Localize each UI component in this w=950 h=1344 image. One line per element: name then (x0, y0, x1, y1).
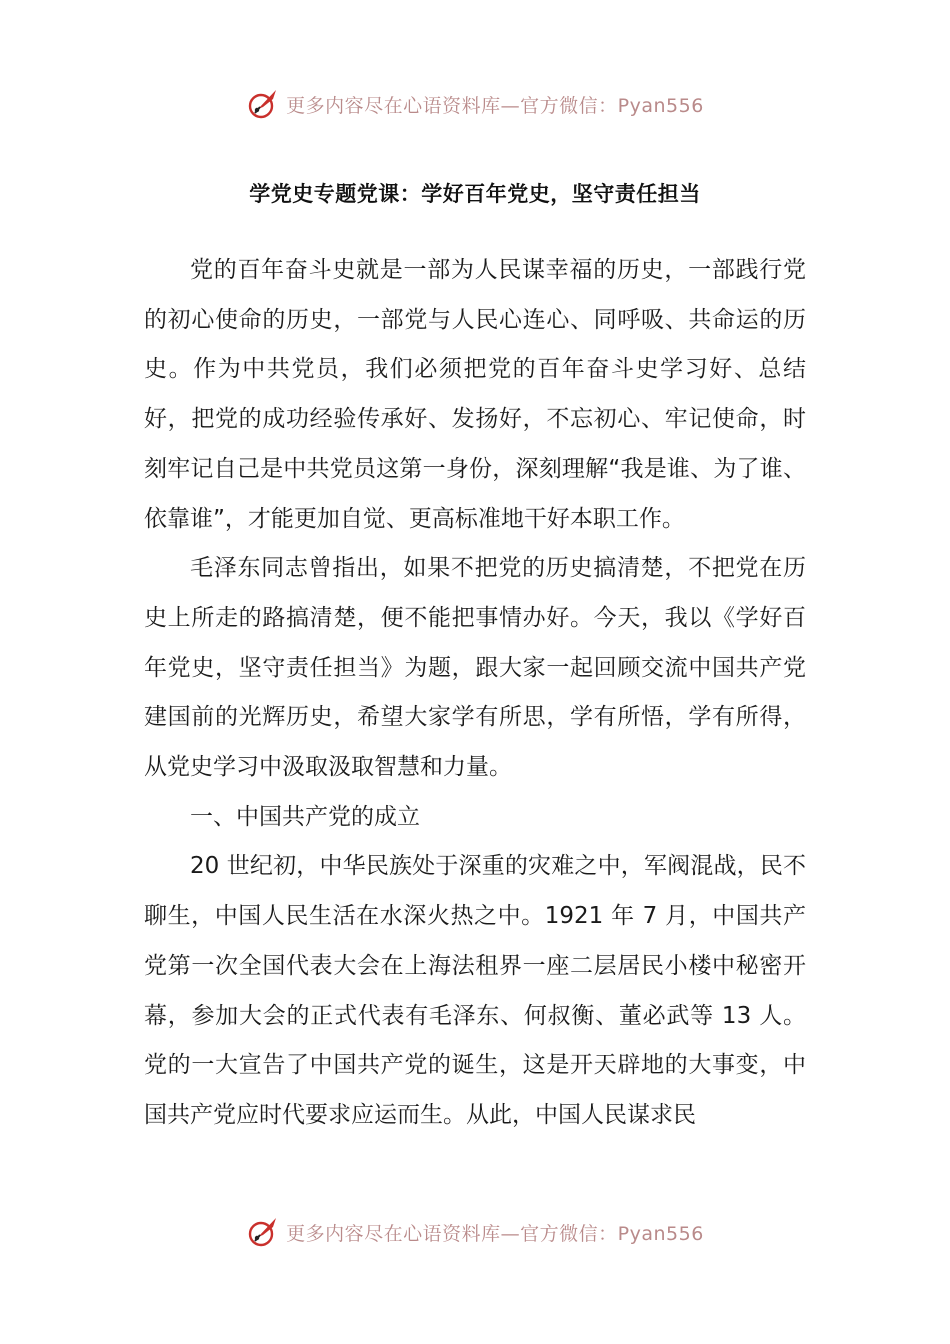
document-title: 学党史专题党课：学好百年党史，坚守责任担当 (249, 182, 701, 206)
footer-watermark (0, 1212, 950, 1252)
paragraph-1: 党的百年奋斗史就是一部为人民谋幸福的历史，一部践行党的初心使命的历史，一部党与人民心连心、同呼吸、共命运的历史。作为中共党员，我们必须把党的百年奋斗史学习好、总结好，把党的成功经验传承好、发扬好，不忘初心、牢记使命，时刻牢记自己是中共党员这第一身份，深刻理解“我是谁、为了谁、依靠谁”，才能更加自觉、更高标准地干好本职工作。 (144, 257, 806, 532)
watermark-slogan: 更多内容尽在心语资料库—官方微信： (286, 1222, 618, 1245)
quill-circle-icon (246, 1215, 280, 1249)
header-watermark (0, 84, 950, 124)
watermark-wechat-id: Pyan556 (617, 94, 704, 117)
quill-circle-icon (246, 87, 280, 121)
watermark-text (286, 91, 704, 118)
section-heading: 一、中国共产党的成立 (190, 803, 420, 830)
watermark-slogan: 更多内容尽在心语资料库—官方微信： (286, 94, 618, 117)
paragraph-3: 20 世纪初，中华民族处于深重的灾难之中，军阀混战，民不聊生，中国人民生活在水深火热之中。1921 年 7 月，中国共产党第一次全国代表大会在上海法租界一座二层居民小楼中秘密开幕，参加大会的正式代表有毛泽东、何叔衡、董必武等 13 人。党的一大宣告了中国共产党的诞生，这是开天辟地的大事变，中国共产党应时代要求应运而生。从此，中国人民谋求民 (144, 853, 806, 1128)
watermark-text (286, 1219, 704, 1246)
document-body (144, 246, 806, 1141)
paragraph-2: 毛泽东同志曾指出，如果不把党的历史搞清楚，不把党在历史上所走的路搞清楚，便不能把事情办好。今天，我以《学好百年党史，坚守责任担当》为题，跟大家一起回顾交流中国共产党建国前的光辉历史，希望大家学有所思，学有所悟，学有所得，从党史学习中汲取汲取智慧和力量。 (144, 555, 806, 781)
watermark-wechat-id: Pyan556 (617, 1222, 704, 1245)
